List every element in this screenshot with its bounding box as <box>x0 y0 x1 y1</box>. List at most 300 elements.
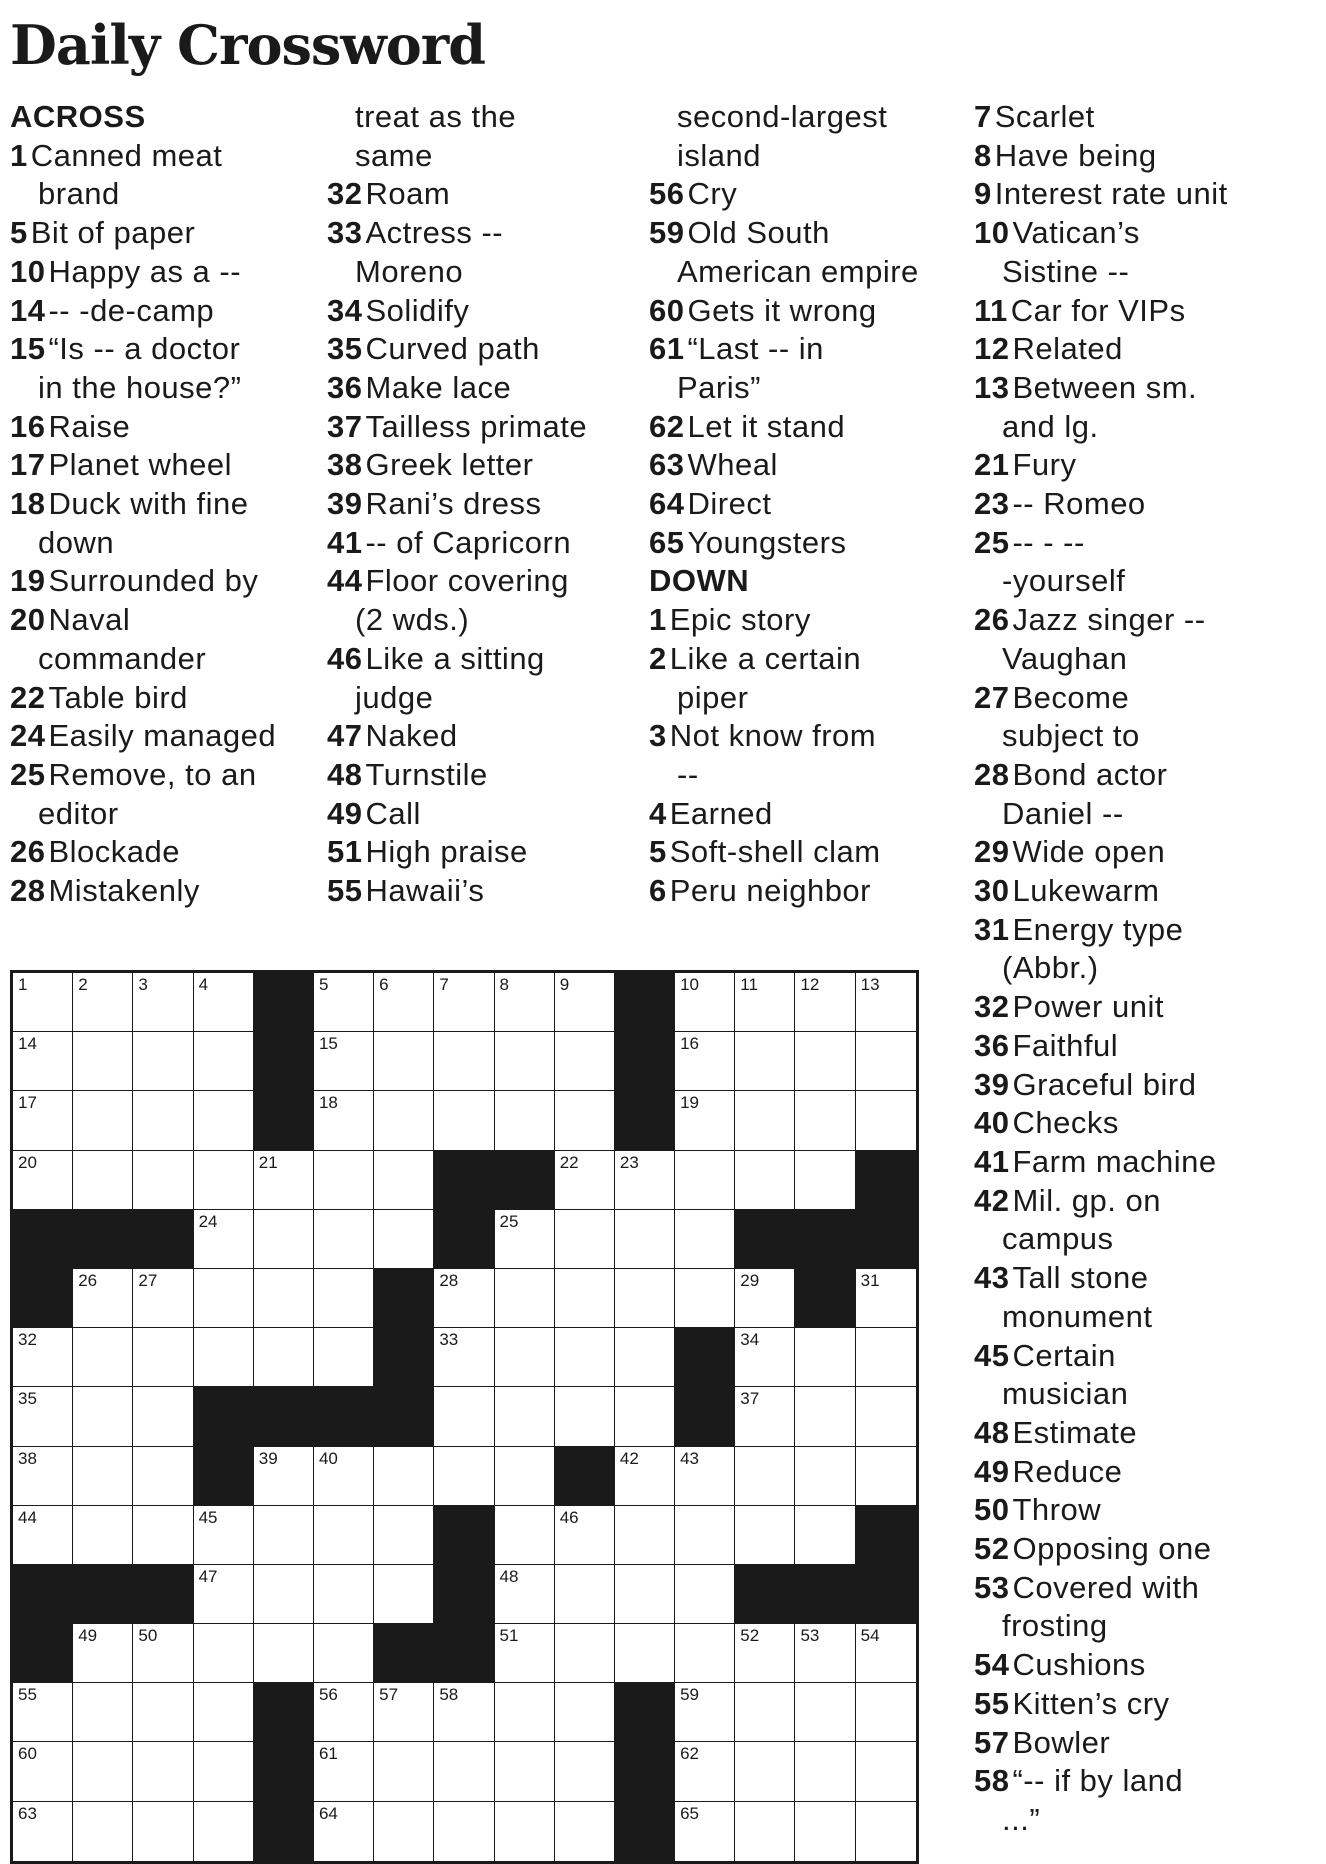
grid-cell[interactable] <box>434 1328 494 1387</box>
grid-cell[interactable] <box>73 1683 133 1742</box>
grid-cell[interactable] <box>795 1802 855 1861</box>
clue-continuation-down-10 <box>974 253 1314 292</box>
clue-text: Fury <box>1012 447 1077 483</box>
grid-cell[interactable] <box>615 1328 675 1387</box>
grid-cell[interactable] <box>73 1447 133 1506</box>
cell-number: 19 <box>680 1093 699 1113</box>
grid-cell[interactable] <box>555 1802 615 1861</box>
grid-cell[interactable] <box>374 1032 434 1091</box>
grid-cell[interactable] <box>856 1447 916 1506</box>
clue-text: Car for VIPs <box>1010 292 1186 328</box>
grid-cell[interactable] <box>856 1091 916 1150</box>
grid-cell[interactable] <box>73 1624 133 1683</box>
clue-text: “Is -- a doctor <box>48 331 241 367</box>
black-square <box>856 1151 916 1210</box>
clue-text: -- Romeo <box>1012 486 1146 522</box>
grid-cell[interactable] <box>194 973 254 1032</box>
cell-number: 15 <box>318 1034 338 1054</box>
clue-across-46 <box>327 640 627 679</box>
grid-cell[interactable] <box>615 1565 675 1624</box>
grid-cell[interactable] <box>133 1387 193 1446</box>
grid-cell[interactable] <box>194 1565 254 1624</box>
grid-cell[interactable] <box>133 1328 193 1387</box>
clue-continuation-across-61 <box>649 369 949 408</box>
clue-text: (Abbr.) <box>1002 950 1099 986</box>
grid-cell[interactable] <box>254 1506 314 1565</box>
clue-down-53 <box>974 1569 1314 1608</box>
grid-cell[interactable] <box>194 1742 254 1801</box>
grid-cell[interactable] <box>856 1032 916 1091</box>
cell-number: 55 <box>18 1685 37 1705</box>
cell-number: 39 <box>258 1448 278 1468</box>
clue-text: Cushions <box>1012 1647 1146 1683</box>
grid-cell[interactable] <box>555 1032 615 1091</box>
grid-cell[interactable] <box>856 973 916 1032</box>
grid-cell[interactable] <box>434 1387 494 1446</box>
grid-cell[interactable] <box>615 1269 675 1328</box>
clue-continuation-across-25 <box>10 795 310 834</box>
grid-cell[interactable] <box>856 1683 916 1742</box>
clue-across-28 <box>10 872 310 911</box>
grid-cell[interactable] <box>254 1447 314 1506</box>
grid-cell[interactable] <box>434 1683 494 1742</box>
grid-cell[interactable] <box>675 1683 735 1742</box>
grid-cell[interactable] <box>675 1742 735 1801</box>
grid-cell[interactable] <box>73 1269 133 1328</box>
clue-continuation-across-15 <box>10 369 310 408</box>
grid-cell[interactable] <box>615 1387 675 1446</box>
clue-number: 1 <box>10 137 28 173</box>
clue-down-57 <box>974 1724 1314 1763</box>
cell-number: 14 <box>18 1034 37 1054</box>
clue-text: Naked <box>365 718 458 754</box>
grid-cell[interactable] <box>374 1565 434 1624</box>
clues-column-4 <box>974 98 1314 1840</box>
clue-text: commander <box>38 640 207 676</box>
clue-number: 19 <box>10 563 46 599</box>
grid-cell[interactable] <box>495 1802 555 1861</box>
clue-text: -- -de-camp <box>48 292 215 328</box>
clue-text: Have being <box>994 137 1157 173</box>
grid-cell[interactable] <box>434 1269 494 1328</box>
clue-down-26 <box>974 601 1314 640</box>
black-square <box>615 1091 675 1150</box>
grid-cell[interactable] <box>254 1210 314 1269</box>
grid-cell[interactable] <box>856 1328 916 1387</box>
cell-number: 3 <box>138 975 148 994</box>
grid-cell[interactable] <box>795 1506 855 1565</box>
grid-cell[interactable] <box>555 1506 615 1565</box>
grid-cell[interactable] <box>675 1802 735 1861</box>
grid-cell[interactable] <box>73 1032 133 1091</box>
black-square <box>73 1210 133 1269</box>
grid-cell[interactable] <box>735 1091 795 1150</box>
clue-across-14 <box>10 292 310 331</box>
grid-cell[interactable] <box>675 1032 735 1091</box>
clue-text: Estimate <box>1012 1414 1138 1450</box>
cell-number: 60 <box>18 1744 37 1764</box>
grid-cell[interactable] <box>795 1387 855 1446</box>
grid-cell[interactable] <box>194 1269 254 1328</box>
grid-cell[interactable] <box>675 1506 735 1565</box>
cell-number: 38 <box>18 1448 37 1468</box>
grid-cell[interactable] <box>555 1565 615 1624</box>
grid-cell[interactable] <box>13 1032 73 1091</box>
grid-cell[interactable] <box>495 1269 555 1328</box>
grid-cell[interactable] <box>795 1624 855 1683</box>
grid-cell[interactable] <box>314 1151 374 1210</box>
grid-cell[interactable] <box>735 1151 795 1210</box>
grid-cell[interactable] <box>194 1151 254 1210</box>
grid-cell[interactable] <box>434 1091 494 1150</box>
clue-number: 52 <box>974 1531 1010 1567</box>
grid-cell[interactable] <box>374 973 434 1032</box>
clue-text: Lukewarm <box>1012 873 1160 909</box>
grid-cell[interactable] <box>314 973 374 1032</box>
cell-number: 32 <box>18 1330 37 1350</box>
grid-cell[interactable] <box>374 1447 434 1506</box>
cell-number: 34 <box>740 1330 760 1350</box>
grid-cell[interactable] <box>434 973 494 1032</box>
clues-column-3 <box>649 98 949 911</box>
grid-cell[interactable] <box>374 1683 434 1742</box>
grid-cell[interactable] <box>13 1387 73 1446</box>
grid-cell[interactable] <box>314 1447 374 1506</box>
clue-text: Bond actor <box>1012 756 1168 792</box>
grid-cell[interactable] <box>495 1328 555 1387</box>
grid-cell[interactable] <box>194 1210 254 1269</box>
grid-cell[interactable] <box>735 1683 795 1742</box>
grid-cell[interactable] <box>194 1624 254 1683</box>
grid-cell[interactable] <box>194 1032 254 1091</box>
grid-cell[interactable] <box>133 1624 193 1683</box>
grid-cell[interactable] <box>194 1683 254 1742</box>
grid-cell[interactable] <box>314 1624 374 1683</box>
grid-cell[interactable] <box>735 1032 795 1091</box>
grid-cell[interactable] <box>555 1387 615 1446</box>
clue-text: Cry <box>687 176 738 212</box>
clue-number: 41 <box>327 524 363 560</box>
grid-cell[interactable] <box>495 1387 555 1446</box>
grid-cell[interactable] <box>133 1269 193 1328</box>
grid-cell[interactable] <box>73 1328 133 1387</box>
cell-number: 8 <box>499 975 509 994</box>
grid-cell[interactable] <box>314 1565 374 1624</box>
clue-across-33 <box>327 214 627 253</box>
clue-number: 28 <box>974 756 1010 792</box>
grid-cell[interactable] <box>495 1624 555 1683</box>
grid-cell[interactable] <box>254 1269 314 1328</box>
grid-cell[interactable] <box>194 1328 254 1387</box>
grid-cell[interactable] <box>314 1091 374 1150</box>
clue-text: Turnstile <box>365 756 488 792</box>
grid-cell[interactable] <box>194 1091 254 1150</box>
grid-cell[interactable] <box>555 1151 615 1210</box>
grid-cell[interactable] <box>314 1328 374 1387</box>
grid-cell[interactable] <box>13 1506 73 1565</box>
grid-cell[interactable] <box>314 1032 374 1091</box>
grid-cell[interactable] <box>675 973 735 1032</box>
cell-number: 20 <box>18 1152 37 1172</box>
grid-cell[interactable] <box>735 1387 795 1446</box>
grid-cell[interactable] <box>73 1387 133 1446</box>
grid-cell[interactable] <box>254 1151 314 1210</box>
clue-text: editor <box>38 795 119 831</box>
black-square <box>374 1328 434 1387</box>
clue-text: Mil. gp. on <box>1012 1182 1161 1218</box>
grid-cell[interactable] <box>133 1802 193 1861</box>
grid-cell[interactable] <box>73 973 133 1032</box>
grid-cell[interactable] <box>73 1802 133 1861</box>
grid-cell[interactable] <box>675 1565 735 1624</box>
cell-number: 35 <box>18 1389 37 1409</box>
cell-number: 23 <box>619 1152 639 1172</box>
grid-cell[interactable] <box>795 1091 855 1150</box>
clue-text: and lg. <box>1002 408 1099 444</box>
clue-across-15 <box>10 330 310 369</box>
grid-cell[interactable] <box>795 1328 855 1387</box>
grid-cell[interactable] <box>555 1210 615 1269</box>
grid-cell[interactable] <box>795 1742 855 1801</box>
grid-cell[interactable] <box>495 973 555 1032</box>
black-square <box>675 1328 735 1387</box>
grid-cell[interactable] <box>13 1151 73 1210</box>
clue-text: -- - -- <box>1012 524 1085 560</box>
grid-cell[interactable] <box>495 1683 555 1742</box>
clue-number: 60 <box>649 292 685 328</box>
grid-cell[interactable] <box>495 1742 555 1801</box>
clue-text: piper <box>677 679 749 715</box>
grid-cell[interactable] <box>133 1091 193 1150</box>
grid-cell[interactable] <box>856 1387 916 1446</box>
clue-continuation-across-59 <box>649 253 949 292</box>
grid-cell[interactable] <box>374 1210 434 1269</box>
clue-text: Opposing one <box>1012 1531 1212 1567</box>
grid-cell[interactable] <box>133 973 193 1032</box>
grid-cell[interactable] <box>13 1802 73 1861</box>
grid-cell[interactable] <box>555 1624 615 1683</box>
grid-cell[interactable] <box>314 1506 374 1565</box>
grid-cell[interactable] <box>495 1032 555 1091</box>
grid-cell[interactable] <box>133 1683 193 1742</box>
grid-cell[interactable] <box>675 1269 735 1328</box>
black-square <box>856 1210 916 1269</box>
clue-text: Earned <box>669 795 773 831</box>
clue-across-64 <box>649 485 949 524</box>
grid-cell[interactable] <box>615 1447 675 1506</box>
grid-cell[interactable] <box>555 1742 615 1801</box>
grid-cell[interactable] <box>434 1742 494 1801</box>
grid-cell[interactable] <box>194 1802 254 1861</box>
clue-number: 36 <box>327 369 363 405</box>
grid-cell[interactable] <box>735 1742 795 1801</box>
grid-cell[interactable] <box>615 1210 675 1269</box>
grid-cell[interactable] <box>374 1742 434 1801</box>
clue-number: 4 <box>649 795 667 831</box>
grid-cell[interactable] <box>555 1683 615 1742</box>
grid-cell[interactable] <box>254 1624 314 1683</box>
grid-cell[interactable] <box>495 1506 555 1565</box>
clue-text: Graceful bird <box>1012 1066 1197 1102</box>
grid-cell[interactable] <box>856 1269 916 1328</box>
grid-cell[interactable] <box>495 1447 555 1506</box>
grid-cell[interactable] <box>555 1091 615 1150</box>
grid-cell[interactable] <box>735 1506 795 1565</box>
black-square <box>615 1742 675 1801</box>
grid-cell[interactable] <box>254 1565 314 1624</box>
black-square <box>133 1210 193 1269</box>
clue-down-43 <box>974 1259 1314 1298</box>
grid-cell[interactable] <box>314 1210 374 1269</box>
clue-down-42 <box>974 1182 1314 1221</box>
grid-cell[interactable] <box>374 1802 434 1861</box>
grid-cell[interactable] <box>615 1151 675 1210</box>
cell-number: 47 <box>198 1566 218 1586</box>
grid-cell[interactable] <box>73 1151 133 1210</box>
clue-number: 10 <box>974 215 1010 251</box>
cell-number: 45 <box>198 1507 218 1527</box>
clue-text: Daniel -- <box>1002 795 1124 831</box>
grid-cell[interactable] <box>73 1091 133 1150</box>
grid-cell[interactable] <box>795 973 855 1032</box>
black-square <box>374 1269 434 1328</box>
black-square <box>735 1210 795 1269</box>
grid-cell[interactable] <box>856 1802 916 1861</box>
crossword-grid <box>10 970 919 1864</box>
grid-cell[interactable] <box>795 1151 855 1210</box>
cell-number: 28 <box>439 1270 459 1290</box>
clue-down-1 <box>649 601 949 640</box>
grid-cell[interactable] <box>615 1624 675 1683</box>
grid-cell[interactable] <box>374 1091 434 1150</box>
grid-cell[interactable] <box>133 1742 193 1801</box>
black-square <box>434 1565 494 1624</box>
clue-number: 49 <box>327 795 363 831</box>
clue-down-58 <box>974 1762 1314 1801</box>
grid-cell[interactable] <box>133 1032 193 1091</box>
black-square <box>615 1032 675 1091</box>
clue-number: 3 <box>649 718 667 754</box>
black-square <box>615 973 675 1032</box>
clue-text: Mistakenly <box>48 873 200 909</box>
grid-cell[interactable] <box>133 1506 193 1565</box>
grid-cell[interactable] <box>314 1742 374 1801</box>
grid-cell[interactable] <box>13 1683 73 1742</box>
grid-cell[interactable] <box>374 1151 434 1210</box>
grid-cell[interactable] <box>495 1091 555 1150</box>
grid-cell[interactable] <box>73 1742 133 1801</box>
grid-cell[interactable] <box>495 1210 555 1269</box>
grid-cell[interactable] <box>73 1506 133 1565</box>
clue-continuation-across-28 <box>327 137 627 176</box>
grid-cell[interactable] <box>133 1447 193 1506</box>
grid-cell[interactable] <box>13 1091 73 1150</box>
clue-text: Raise <box>48 408 131 444</box>
grid-cell[interactable] <box>615 1506 675 1565</box>
clue-down-32 <box>974 988 1314 1027</box>
clue-across-37 <box>327 408 627 447</box>
grid-cell[interactable] <box>735 1447 795 1506</box>
grid-cell[interactable] <box>675 1447 735 1506</box>
grid-cell[interactable] <box>133 1151 193 1210</box>
clue-across-26 <box>10 833 310 872</box>
clue-continuation-down-27 <box>974 717 1314 756</box>
clue-continuation-down-13 <box>974 408 1314 447</box>
grid-cell[interactable] <box>194 1506 254 1565</box>
grid-cell[interactable] <box>314 1802 374 1861</box>
grid-cell[interactable] <box>675 1210 735 1269</box>
grid-cell[interactable] <box>13 1447 73 1506</box>
grid-cell[interactable] <box>555 1328 615 1387</box>
clue-text: Table bird <box>48 679 188 715</box>
grid-cell[interactable] <box>795 1447 855 1506</box>
grid-cell[interactable] <box>675 1151 735 1210</box>
grid-cell[interactable] <box>735 1624 795 1683</box>
clue-number: 51 <box>327 834 363 870</box>
clue-down-11 <box>974 292 1314 331</box>
grid-cell[interactable] <box>795 1683 855 1742</box>
clue-text: subject to <box>1002 718 1140 754</box>
black-square <box>254 1387 314 1446</box>
clue-continuation-across-33 <box>327 253 627 292</box>
grid-cell[interactable] <box>856 1742 916 1801</box>
grid-cell[interactable] <box>735 973 795 1032</box>
clue-across-36 <box>327 369 627 408</box>
grid-cell[interactable] <box>495 1565 555 1624</box>
clue-across-18 <box>10 485 310 524</box>
grid-cell[interactable] <box>735 1328 795 1387</box>
grid-cell[interactable] <box>675 1624 735 1683</box>
grid-cell[interactable] <box>13 1328 73 1387</box>
clue-text: Make lace <box>365 369 512 405</box>
clue-text: Power unit <box>1012 989 1164 1025</box>
grid-cell[interactable] <box>13 1742 73 1801</box>
clue-continuation-down-53 <box>974 1607 1314 1646</box>
clue-down-49 <box>974 1453 1314 1492</box>
clue-text: campus <box>1002 1221 1114 1257</box>
grid-cell[interactable] <box>434 1032 494 1091</box>
clue-text: Solidify <box>365 292 470 328</box>
grid-cell[interactable] <box>856 1624 916 1683</box>
grid-cell[interactable] <box>434 1447 494 1506</box>
clue-number: 43 <box>974 1260 1010 1296</box>
grid-cell[interactable] <box>555 1269 615 1328</box>
grid-cell[interactable] <box>795 1032 855 1091</box>
grid-cell[interactable] <box>254 1328 314 1387</box>
grid-cell[interactable] <box>314 1269 374 1328</box>
grid-cell[interactable] <box>675 1091 735 1150</box>
clue-number: 2 <box>649 640 667 676</box>
black-square <box>13 1269 73 1328</box>
grid-cell[interactable] <box>434 1802 494 1861</box>
grid-cell[interactable] <box>735 1269 795 1328</box>
clue-text: Between sm. <box>1012 369 1198 405</box>
clue-across-24 <box>10 717 310 756</box>
clue-across-38 <box>327 446 627 485</box>
clue-text: Direct <box>687 486 772 522</box>
grid-cell[interactable] <box>374 1506 434 1565</box>
grid-cell[interactable] <box>555 973 615 1032</box>
clue-across-62 <box>649 408 949 447</box>
clue-text: Related <box>1012 331 1123 367</box>
clue-text: Rani’s dress <box>365 486 542 522</box>
grid-cell[interactable] <box>314 1683 374 1742</box>
grid-cell[interactable] <box>735 1802 795 1861</box>
grid-cell[interactable] <box>13 973 73 1032</box>
clue-text: Moreno <box>355 253 464 289</box>
clue-number: 37 <box>327 408 363 444</box>
clue-text: Easily managed <box>48 718 277 754</box>
